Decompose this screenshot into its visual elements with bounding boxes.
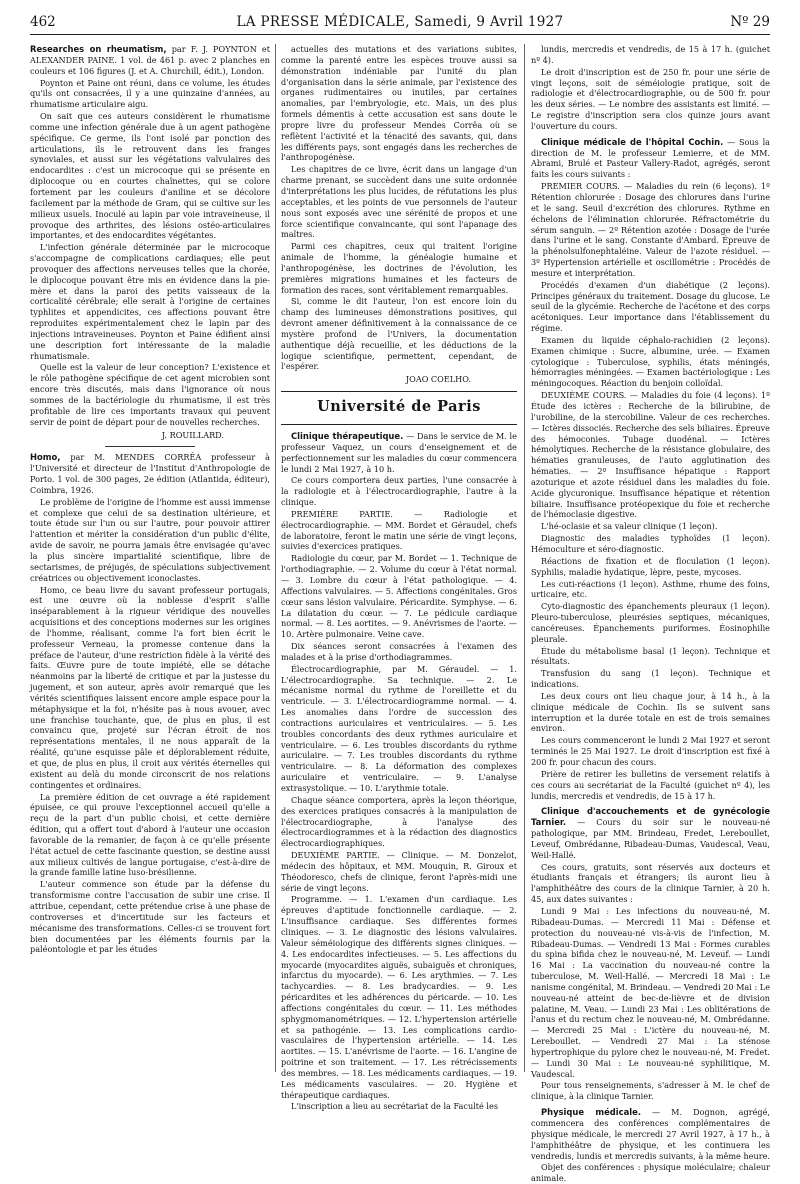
- announcement-cochin: [531, 137, 770, 180]
- paragraph: Si, comme le dit l'auteur, l'on est encore loin du champ des lumineuses démonstrations positives, qui devront amener définitivement à la connaissance de ce mystère profond de l'Univers, la documentation authentique déjà recueillie, et les déductions de la logique scientifique, permettent, cependant, de l'espérer.: [281, 296, 517, 372]
- announcement-tarnier-body: [531, 862, 770, 1103]
- review-bibliography: par M. MENDES CORRÊA professeur à l'Université et directeur de l'Institut d'Anthropologie de Porto. 1 vol. de 300 pages, 2e édition (Atlantida, éditeur), Coimbra, 1926.: [30, 452, 270, 495]
- announcement-therapeutique-body: [281, 475, 517, 1112]
- paragraph: Parmi ces chapitres, ceux qui traitent l'origine animale de l'homme, la généalogie humaine et l'anthropogénèse, les doctrines de l'évolution, les premières migrations humaines et les facteurs de formation des races, sont véritablement remarquables.: [281, 241, 517, 295]
- review-signature: JOAO COELHO.: [405, 374, 471, 385]
- paragraph: PREMIER COURS. — Maladies du rein (6 leçons). 1º Rétention chlorurée : Dosage des chlorures dans l'urine et le sang. Seuil d'excrétion des chlorures. Rythme en échelons de l'élimination chlorurée. Réfractométrie du sérum sanguin. — 2º Rétention azotée : Dosage de l'urée dans l'urine et le sang. Constante d'Ambard. Épreuve de la phénolsulfonephtaléine. Valeur de l'azote résiduel. — 3º Hypertension artérielle et oscillométrie : Procédés de mesure et interprétation.: [531, 181, 770, 278]
- paragraph: Le problème de l'origine de l'homme est aussi immense et complexe que celui de sa destination ultérieure, et toute étude sur l'un ou sur l'autre, pour pouvoir attirer l'attention et mériter la considération d'un public d'élite, avide de savoir, ne pourra jamais être envisagée qu'avec la plus sincère impartialité scientifique, libre de sectarismes, de préjugés, de spéculations subjectivement créatrices ou objectivement iconoclastes.: [30, 496, 270, 583]
- column-2: [281, 44, 517, 1112]
- review-bibliography: par F. J. POYNTON et ALEXANDER PAINE. 1 vol. de 461 p. avec 2 planches en couleurs et 106 figures (J. et A. Churchill, édit.), London.: [30, 44, 270, 76]
- announcement-tarnier: [531, 806, 770, 860]
- section-title: Université de Paris: [317, 398, 481, 416]
- review-rheumatism-body: [30, 78, 270, 428]
- announcement-intro: — Dans le service de M. le professeur Vaquez, un cours d'enseignement et de perfectionnement sur les maladies du cœur commencera le lundi 2 Mai 1927, à 10 h.: [281, 431, 517, 474]
- paragraph: Cyto-diagnostic des épanchements pleuraux (1 leçon). Pleuro-tuberculose, pleurésies septiques, mécaniques, cancéreuses. Épanchements puriformes. Éosinophilie pleurale.: [531, 601, 770, 644]
- paragraph: Dix séances seront consacrées à l'examen des malades et à la prise d'orthodiagrammes.: [281, 641, 517, 662]
- section-banner: [281, 391, 517, 425]
- paragraph: Radiologie du cœur, par M. Bordet — 1. Technique de l'orthodiagraphie. — 2. Volume du cœur à l'état normal. — 3. Lombre du cœur à l'état pathologique. — 4. Affections valvulaires. — 5. Affections congénitales. Gros cœur sans lésion valvulaire. Péricardite. Symphyse. — 6. La dilatation du cœur. — 7. Le pédicule cardiaque normal. — 8. Les aortites. — 9. Anévrismes de l'aorte. — 10. Artère pulmonaire. Veine cave.: [281, 553, 517, 640]
- announcement-title: Clinique médicale de l'hôpital Cochin.: [541, 136, 724, 147]
- journal-title: LA PRESSE MÉDICALE, Samedi, 9 Avril 1927: [236, 14, 564, 30]
- paragraph: Programme. — 1. L'examen d'un cardiaque. Les épreuves d'aptitude fonctionnelle cardiaque. — 2. L'insuffisance cardiaque. Ses différentes formes cliniques. — 3. Le diagnostic des lésions valvulaires. Valeur séméiologique des différents signes cliniques. — 4. Les endocardites infectieuses. — 5. Les affections du myocarde (myocardites aiguës, subaiguës et chroniques, infarctus du myocarde). — 6. Les arythmies. — 7. Les tachycardies. — 8. Les bradycardies. — 9. Les péricardites et les adhérences du péricarde. — 10. Les affections congénitales du cœur. — 11. Les méthodes sphygmomanométriques. — 12. L'hypertension artérielle et sa pathogénie. — 13. Les complications cardio-vasculaires de l'hypertension artérielle. — 14. Les aortites. — 15. L'anévrisme de l'aorte. — 16. L'angine de poitrine et son traitement. — 17. Les rétrécissements des membres. — 18. Les médicaments cardiaques. — 19. Les médicaments vasculaires. — 20. Hygiène et thérapeutique cardiaques.: [281, 894, 517, 1100]
- paragraph: actuelles des mutations et des variations subites, comme la parenté entre les espèces trouve aussi sa démonstration indéniable par l'unité du plan d'organisation dans la série animale, par l'existence des organes rudimentaires ou inutiles, par certaines anomalies, par l'embryologie, etc. Mais, un des plus formels démentis à cette accusation est sans doute le propre livre du professeur Mendes Corrêa où se reflètent l'activité et la ténacité des savants, qui, dans les différents pays, sont engagés dans les recherches de l'anthropogénèse.: [281, 44, 517, 163]
- paragraph: Le droit d'inscription est de 250 fr. pour une série de vingt leçons, soit de séméiologie pratique, soit de radiologie et d'électrocardiographie, ou de 500 fr. pour les deux séries. — Le nombre des assistants est limité. — Le registre d'inscription sera clos quinze jours avant l'ouverture du cours.: [531, 66, 770, 131]
- announcement-intro: — Sous la direction de M. le professeur Lemierre, et de MM. Abrami, Brulé et Pasteur Vallery-Radot, agrégés, seront faits les cours suivants :: [531, 136, 771, 180]
- paragraph: L'inscription a lieu au secrétariat de la Faculté les: [291, 1101, 499, 1112]
- paragraph: DEUXIÈME PARTIE. — Clinique. — M. Donzelot, médecin des hôpitaux, et MM. Mouquin, R. Giroux et Théodoresco, chefs de clinique, feront l'après-midi une série de vingt leçons.: [281, 850, 517, 893]
- paragraph: Les cours commenceront le lundi 2 Mai 1927 et seront terminés le 25 Mai 1927. Le droit d'inscription est fixé à 200 fr. pour chacun des cours.: [531, 735, 770, 767]
- paragraph: Les deux cours ont lieu chaque jour, à 14 h., à la clinique médicale de Cochin. Ils se suivent sans interruption et la durée totale en est de trois semaines environ.: [531, 690, 770, 734]
- paragraph: Diagnostic des maladies typhoïdes (1 leçon). Hémoculture et séro-diagnostic.: [531, 533, 770, 554]
- paragraph: L'infection générale déterminée par le microcoque s'accompagne de complications cardiaques; elle peut provoquer des affections nerveuses telles que la chorée, le diplocoque pouvant être mis en évidence dans la pie-mère et dans la paroi des petits vaisseaux de la corticalité cérébrale; elle serait à l'origine de certaines typhlites et appendicites, ces affections pouvant être reproduites expérimentalement chez le lapin par des injections intraveineuses. Poynton et Paine édifient ainsi une description fort intéressante de la maladie rhumatismale.: [30, 242, 270, 361]
- paragraph: Prière de retirer les bulletins de versement relatifs à ces cours au secrétariat de la Faculté (guichet nº 4), les lundis, mercredis et vendredis, de 15 à 17 h.: [531, 768, 770, 801]
- paragraph: DEUXIÈME COURS. — Maladies du foie (4 leçons). 1º Étude des ictères : Recherche de la bilirubine, de l'urobiline, de la stercobiline. Valeur de ces recherches. — Ictères dissociés. Recherche des sels biliaires. Épreuve des hémoconies. Tubage duodénal. — Ictères hémolytiques. Recherche de la résistance globulaire, des hématies granuleuses, de l'auto agglutination des hématies. — 2º Insuffisance hépatique : Rapport azoturique et azote résiduel dans les maladies du foie. Acide glycuronique. Insuffisance hépatique et rétention biliaire. Insuffisance protéopexique du foie et recherche de l'hémoclasie digestive.: [531, 390, 770, 520]
- announcement-title: Clinique thérapeutique.: [291, 431, 404, 441]
- announcement-title: Clinique d'accouchements et de gynécologie Tarnier.: [531, 806, 770, 828]
- announcement-therapeutique: [281, 431, 517, 474]
- paragraph: Les chapitres de ce livre, écrit dans un langage d'un charme prenant, se succèdent dans une suite ordonnée d'interprétations les plus lucides, de réfutations les plus acceptables, et les points de vue personnels de l'auteur nous sont exposés avec une sérénité de propos et une force scientifique convaincante, qui sont l'apanage des maîtres.: [281, 164, 517, 240]
- paragraph: Transfusion du sang (1 leçon). Technique et indications.: [531, 668, 770, 690]
- announcement-cochin-body: [531, 181, 770, 801]
- separator-rule: [105, 446, 195, 447]
- review-title: Researches on rheumatism,: [30, 44, 167, 54]
- paragraph: Réactions de fixation et de floculation (1 leçon). Syphilis, maladie hydatique, lèpre, peste, mycoses.: [531, 555, 770, 577]
- announcement-therapeutique-continued: [531, 44, 770, 132]
- column-rule: [524, 44, 525, 1072]
- paragraph: La première édition de cet ouvrage a été rapidement épuisée, ce qui prouve l'exceptionnel accueil qu'elle a reçu de la part d'un public choisi, et cette dernière édition, qui a offert tout d'abord à l'auteur une occasion favorable de la remanier, de façon à ce qu'elle présente l'état actuel de cette fascinante question, se destine aussi aux milieux cultivés de langue portugaise, c'est-à-dire de la grande famille latine luso-brésilienne.: [30, 791, 270, 878]
- paragraph: Homo, ce beau livre du savant professeur portugais, est une œuvre où la noblesse d'esprit s'allie inséparablement à la rigueur véridique des nouvelles acquisitions et des conceptions modernes sur les origines de l'homme, réalisant, comme l'a fort bien écrit le professeur Verneau, la promesse contenue dans la préface de l'auteur, d'une restriction fidèle à la vérité des faits. Œuvre pure de toute impiété, elle se détache néanmoins par la liberté de critique et par la justesse du jugement, et son auteur, après avoir remarqué que les vérités scientifiques laissent encore ample espace pour la métaphysique et la foi, n'hésite pas à nous avouer, avec une franchise touchante, que, de plus en plus, il est convaincu que, projeté sur l'écran étroit de nos représentations mentales, il ne nous apparaît de la réalité, qu'une esquisse pâle et déplorablement réduite, et que, de plus en plus, il croit aux vérités éternelles qui existent au delà du monde circonscrit de nos relations contingentes et ordinaires.: [30, 584, 270, 790]
- announcement-physique-body: [531, 1162, 770, 1184]
- paragraph: Chaque séance comportera, après la leçon théorique, des exercices pratiques consacrés à la manipulation de l'électrocardiographe, à l'analyse des électrocardiogrammes et à la rédaction des diagnostics électrocardiographiques.: [281, 794, 517, 849]
- review-homo-body: [30, 497, 270, 955]
- paragraph: PREMIÈRE PARTIE. — Radiologie et électrocardiographie. — MM. Bordet et Géraudel, chefs de laboratoire, feront le matin une série de vingt leçons, suivies d'exercices pratiques.: [281, 508, 517, 552]
- issue-number: Nº 29: [730, 14, 770, 30]
- paragraph: Pour tous renseignements, s'adresser à M. le chef de clinique, à la clinique Tarnier.: [531, 1080, 770, 1102]
- announcement-physique: [531, 1107, 770, 1161]
- paragraph: Poynton et Paine ont réuni, dans ce volume, les études qu'ils ont consacrées, il y a une quinzaine d'années, au rhumatisme articulaire aigu.: [30, 77, 270, 110]
- paragraph: Ces cours, gratuits, sont réservés aux docteurs et étudiants français et étrangers; ils auront lieu à l'amphithéâtre des cours de la clinique Tarnier, à 20 h. 45, aux dates suivantes :: [531, 861, 770, 905]
- paragraph: Électrocardiographie, par M. Géraudel. — 1. L'électrocardiographe. Sa technique. — 2. Le mécanisme normal du rythme de l'oreillette et du ventricule. — 3. L'électrocardiogramme normal. — 4. Les anomalies dans l'ordre de succession des contractions auriculaires et ventriculaires. — 5. Les troubles concordants des deux rythmes auriculaire et ventriculaire. — 6. Les troubles discordants du rythme auriculaire. — 7. Les troubles discordants du rythme ventriculaire. — 8. La déformation des complexes auriculaire et ventriculaire. — 9. L'analyse extrasystolique. — 10. L'arythmie totale.: [281, 663, 517, 793]
- paragraph: Examen du liquide céphalo-rachidien (2 leçons). Examen chimique : Sucre, albumine, urée. — Examen cytologique : Tuberculose, syphilis, états méningés, hémorragies méningées. — Examen bactériologique : Les méningocoques. Réaction du benjoin colloïdal.: [531, 334, 770, 389]
- paragraph: L'auteur commence son étude par la défense du transformisme contre l'accusation de subir une crise. Il attribue, cependant, cette prétendue crise à une phase de controverses et d'incertitude sur les facteurs et mécanisme des transformations. Celles-ci se trouvent fort bien documentées par les éléments fournis par la paléontologie et par les études: [30, 879, 270, 955]
- review-title: Homo,: [30, 452, 61, 463]
- announcement-intro: — M. Dognon, agrégé, commencera des conférences complémentaires de physique médicale, le mercredi 27 Avril 1927, à 17 h., à l'amphithéâtre de physique, et les continuera les vendredis, lundis et mercredis suivants, à la même heure.: [531, 1107, 771, 1161]
- review-rheumatism-heading: [30, 44, 270, 77]
- paragraph: Procédés d'examen d'un diabétique (2 leçons). Principes généraux du traitement. Dosage du glucose. Le seuil de la glycémie. Recherche de l'acétone et des corps acétoniques. Leur importance dans l'établissement du régime.: [531, 279, 770, 334]
- column-3: [531, 44, 771, 1184]
- paragraph: Étude du métabolisme basal (1 leçon). Technique et résultats.: [531, 645, 770, 667]
- paragraph: Lundi 9 Mai : Les infections du nouveau-né, M. Ribadeau-Dumas. — Mercredi 11 Mai : Défense et protection du nouveau-né vis-à-vis de l'infection, M. Ribadeau-Dumas. — Vendredi 13 Mai : Formes curables du spina bifida chez le nouveau-né, M. Leveuf. — Lundi 16 Mai : La vaccination du nouveau-né contre la tuberculose, M. Weil-Hallé. — Mercredi 18 Mai : Le nanisme congénital, M. Brindeau. — Vendredi 20 Mai : Le nouveau-né atteint de bec-de-lièvre et de division palatine, M. Veau. — Lundi 23 Mai : Les oblitérations de l'anus et du rectum chez le nouveau-né, M. Ombrédanne. — Mercredi 25 Mai : L'ictère du nouveau-né, M. Lereboullet. — Vendredi 27 Mai : La sténose hypertrophique du pylore chez le nouveau-né, M. Fredet. — Lundi 30 Mai : Le nouveau-né syphilitique, M. Vaudescal.: [531, 905, 770, 1079]
- review-homo-heading: [30, 452, 270, 495]
- paragraph: L'hé-oclasie et sa valeur clinique (1 leçon).: [541, 521, 718, 532]
- review-signature: J. ROUILLARD.: [161, 429, 224, 440]
- paragraph: lundis, mercredis et vendredis, de 15 à 17 h. (guichet nº 4).: [531, 44, 770, 65]
- paragraph: Objet des conférences : physique moléculaire; chaleur animale.: [531, 1162, 770, 1184]
- column-rule: [275, 44, 276, 1072]
- paragraph: Les cuti-réactions (1 leçon). Asthme, rhume des foins, urticaire, etc.: [531, 578, 770, 600]
- page-header: [30, 14, 770, 35]
- paragraph: Ce cours comportera deux parties, l'une consacrée à la radiologie et à l'électrocardiographie, l'autre à la clinique.: [281, 475, 517, 508]
- review-homo-continued: [281, 44, 517, 372]
- paragraph: On sait que ces auteurs considèrent le rhumatisme comme une infection générale due à un agent pathogène spécifique. Ce germe, ils l'ont isolé par ponction des articulations, ils le retrouvent dans les franges synoviales, et aussi sur les végétations valvulaires des endocardites : c'est un microcoque qui se présente en diplocoque ou en courtes chaînettes, qui se colore fortement par les couleurs d'aniline et se décolore facilement par la méthode de Gram, qui se cultive sur les milieux usuels. Inoculé au lapin par voie intraveineuse, il provoque des arthrites, des lésions ostéo-articulaires importantes, et des endocardites végétantes.: [30, 111, 270, 241]
- column-1: [30, 44, 270, 1072]
- page-number: 462: [30, 14, 56, 30]
- paragraph: Quelle est la valeur de leur conception? L'existence et le rôle pathogène spécifique de cet agent microbien sont encore très discutés, mais dans l'ignorance où nous sommes de la bactériologie du rhumatisme, il est très profitable de lire ces importants travaux qui peuvent servir de point de départ pour de nouvelles recherches.: [30, 362, 270, 427]
- announcement-intro: — Cours du soir sur le nouveau-né pathologique, par MM. Brindeau, Fredet, Lereboullet, Leveuf, Ombrédanne, Ribadeau-Dumas, Vaudescal, Veau, Weil-Hallé.: [531, 817, 770, 860]
- announcement-title: Physique médicale.: [541, 1107, 642, 1118]
